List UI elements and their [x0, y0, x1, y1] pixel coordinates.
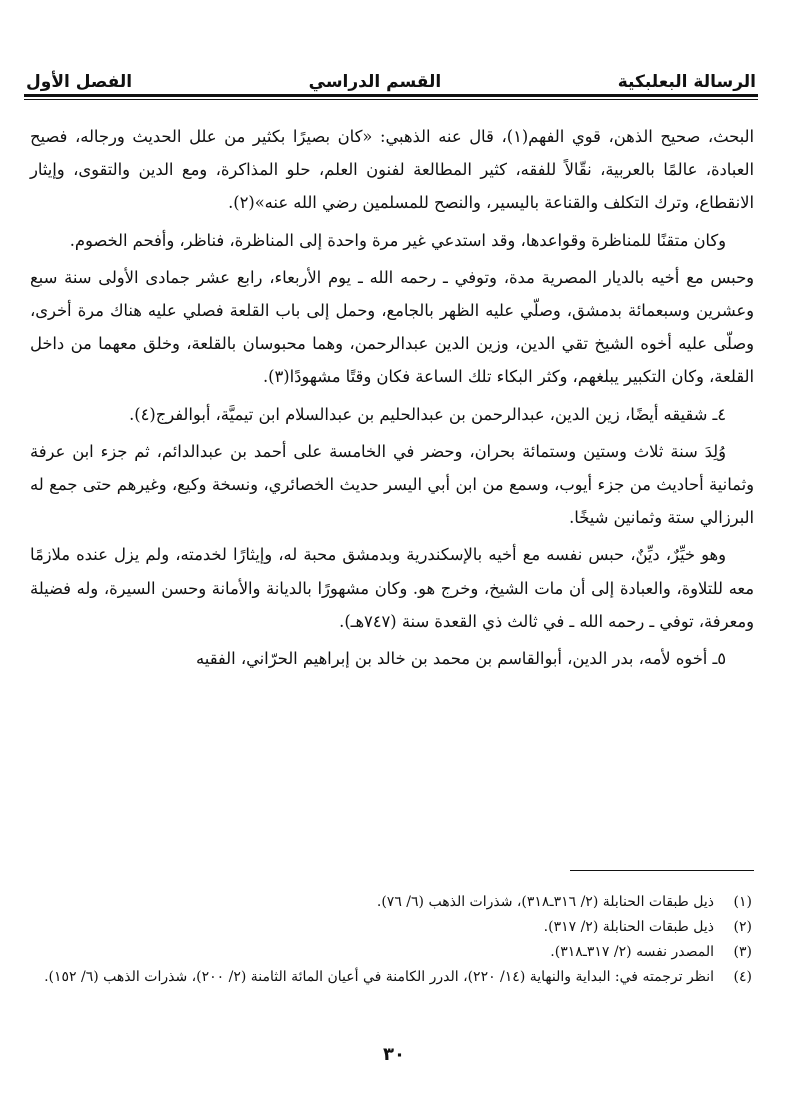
- main-text: [30, 120, 754, 679]
- header-rule-thick: [24, 94, 758, 97]
- paragraph-6: وهو خيِّرٌ، ديِّنٌ، حبس نفسه مع أخيه بالإسكندرية وبدمشق محبة له، وإيثارًا لخدمته، ولم يزل عنده ملازمًا معه للتلاوة، والعبادة إلى أن مات الشيخ، وخرج هو. وكان مشهورًا بالديانة والأمانة وحسن السيرة، وله فضيلة ومعرفة، توفي ـ رحمه الله ـ في ثالث ذي القعدة سنة (٧٤٧هـ).: [30, 545, 754, 631]
- footnote-item: [26, 965, 752, 990]
- paragraph-3: وحبس مع أخيه بالديار المصرية مدة، وتوفي ـ رحمه الله ـ يوم الأربعاء، رابع عشر جمادى الأولى سنة سبع وعشرين وسبعمائة بدمشق، وصلّي عليه الظهر بالجامع، وحمل إلى باب القلعة فصلي عليه هناك مرة أخرى، وصلّى عليه أخوه الشيخ تقي الدين، وزين الدين عبدالرحمن، وهما محبوسان بالقلعة، وخلق معهما من داخل القلعة، وكان التكبير يبلغهم، وكثر البكاء تلك الساعة فكان وقتًا مشهودًا(٣).: [30, 267, 754, 387]
- footnote-item: [26, 940, 752, 965]
- paragraph-2: وكان متقنًا للمناظرة وقواعدها، وقد استدعي غير مرة واحدة إلى المناظرة، فناظر، وأفحم الخصوم.: [69, 230, 726, 250]
- footnote-number: (٢): [733, 919, 752, 935]
- footnote-text: ذيل طبقات الحنابلة (٢/ ٣١٧).: [543, 919, 714, 935]
- header-section-title: القسم الدراسي: [308, 72, 442, 92]
- footnote-text: انظر ترجمته في: البداية والنهاية (١٤/ ٢٢٠)، الدرر الكامنة في أعيان المائة الثامنة (٢/ ٢٠٠)، شذرات الذهب (٦/ ١٥٢).: [44, 969, 714, 985]
- paragraph-4: ٤ـ شقيقه أيضًا، زين الدين، عبدالرحمن بن عبدالحليم بن عبدالسلام ابن تيميَّة، أبوالفرج(٤).: [129, 404, 726, 424]
- footnote-item: [26, 890, 752, 915]
- header-book-title: الرسالة البعلبكية: [617, 72, 756, 92]
- footnotes: [26, 890, 752, 990]
- footnote-number: (٣): [733, 944, 752, 960]
- paragraph-5: وُلِدَ سنة ثلاث وستين وستمائة بحران، وحضر في الخامسة على أحمد بن عبدالدائم، ثم جزء ابن عرفة وثمانية أحاديث من جزء أيوب، وسمع من ابن أبي اليسر حديث الخصائري، ونسخة وكيع، وغيرهم حتى جمع له البرزالي ستة وثمانين شيخًا.: [30, 441, 754, 528]
- paragraph-7: ٥ـ أخوه لأمه، بدر الدين، أبوالقاسم بن محمد بن خالد بن إبراهيم الحرّاني، الفقيه: [196, 649, 726, 669]
- running-header: [26, 58, 756, 92]
- footnote-text: ذيل طبقات الحنابلة (٢/ ٣١٦ـ٣١٨)، شذرات الذهب (٦/ ٧٦).: [376, 894, 714, 910]
- header-chapter-title: الفصل الأول: [26, 72, 133, 92]
- footnote-separator: [570, 870, 754, 871]
- footnote-number: (٤): [733, 969, 752, 985]
- footnote-text: المصدر نفسه (٢/ ٣١٧ـ٣١٨).: [550, 944, 714, 960]
- footnote-number: (١): [733, 894, 752, 910]
- page-number: ٣٠: [383, 1044, 405, 1065]
- footnote-item: [26, 915, 752, 940]
- paragraph-1: البحث، صحيح الذهن، قوي الفهم(١)، قال عنه الذهبي: «كان بصيرًا بكثير من علل الحديث ورجاله، فصيح العبادة، عالمًا بالعربية، نقّالاً للفقه، كثير المطالعة لفنون العلم، حلو المذاكرة، ومع الدين والتقوى، وإيثار الانقطاع، وترك التكلف والقناعة باليسير، والنصح للمسلمين رضي الله عنه»(٢).: [30, 127, 754, 213]
- header-rule-thin: [24, 99, 758, 100]
